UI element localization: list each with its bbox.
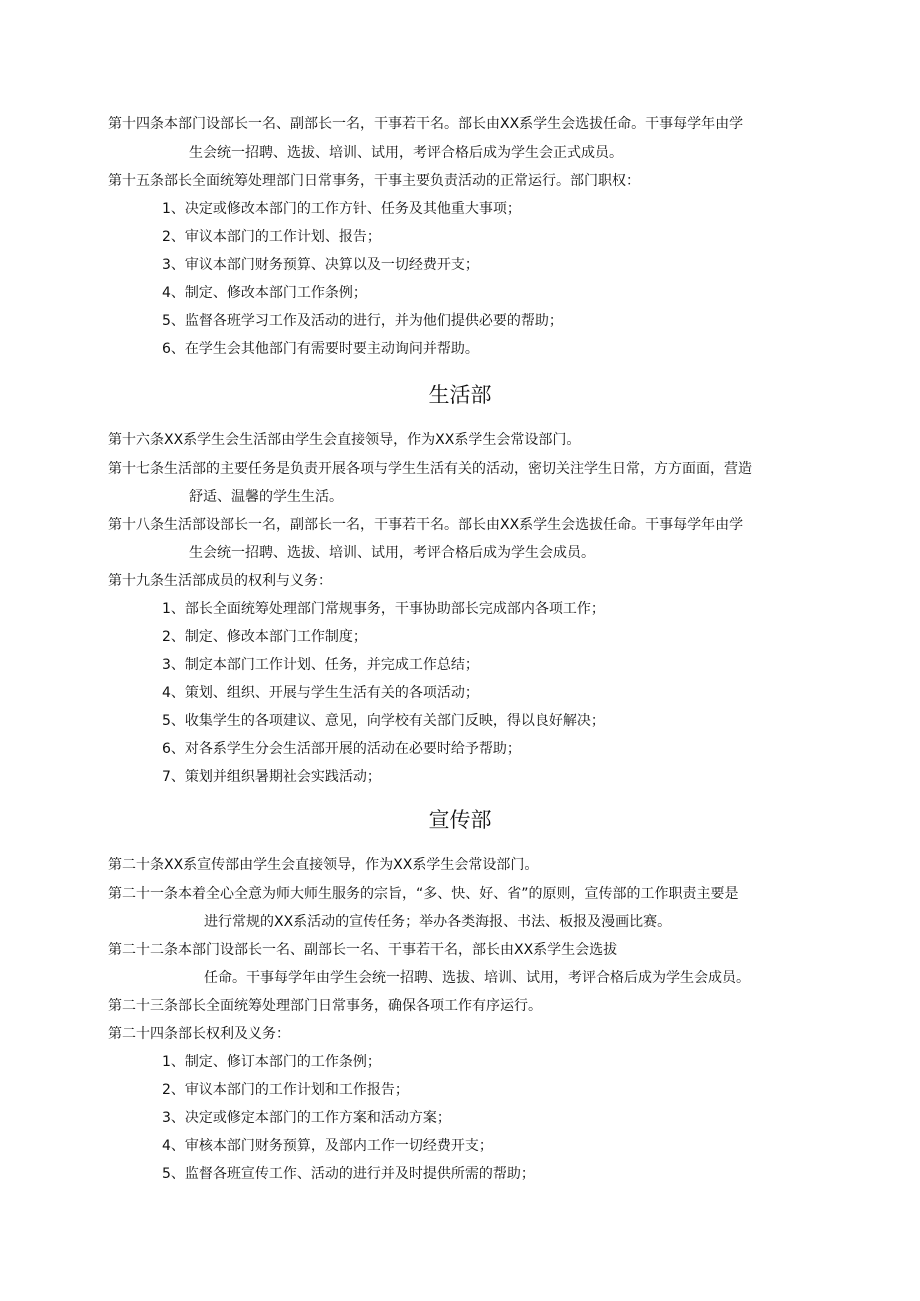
article-17-line-1: 第十七条生活部的主要任务是负责开展各项与学生生活有关的活动，密切关注学生日常，方方面面，营造 [108,461,752,477]
article-18-line-1: 第十八条生活部设部长一名，副部长一名，干事若干名。部长由XX系学生会选拔任命。干事每学年由学 [108,517,744,533]
list-item: 7、策划并组织暑期社会实践活动； [162,769,381,785]
list-item: 4、审核本部门财务预算，及部内工作一切经费开支； [162,1138,493,1154]
list-item: 4、策划、组织、开展与学生生活有关的各项活动； [162,685,479,701]
list-item: 3、制定本部门工作计划、任务，并完成工作总结； [162,657,479,673]
article-14-line-2: 生会统一招聘、选拔、培训、试用，考评合格后成为学生会正式成员。 [189,145,623,161]
list-item: 6、在学生会其他部门有需要时要主动询问并帮助。 [162,341,479,357]
list-item: 4、制定、修改本部门工作条例； [162,285,367,301]
list-item: 5、监督各班宣传工作、活动的进行并及时提供所需的帮助； [162,1166,535,1182]
article-20: 第二十条XX系宣传部由学生会直接领导，作为XX系学生会常设部门。 [108,857,539,873]
list-item: 3、决定或修定本部门的工作方案和活动方案； [162,1110,451,1126]
list-item: 3、审议本部门财务预算、决算以及一切经费开支； [162,257,479,273]
article-18-line-2: 生会统一招聘、选拔、培训、试用，考评合格后成为学生会成员。 [189,545,595,561]
section-heading-publicity: 宣传部 [428,808,492,832]
list-item: 2、审议本部门的工作计划和工作报告； [162,1082,409,1098]
list-item: 1、制定、修订本部门的工作条例； [162,1054,381,1070]
article-14-line-1: 第十四条本部门设部长一名、副部长一名，干事若干名。部长由XX系学生会选拔任命。干事每学年由学 [108,116,744,132]
article-22-line-2: 任命。干事每学年由学生会统一招聘、选拔、培训、试用，考评合格后成为学生会成员。 [204,970,750,986]
list-item: 1、部长全面统筹处理部门常规事务，干事协助部长完成部内各项工作； [162,601,605,617]
article-22-line-1: 第二十二条本部门设部长一名、副部长一名、干事若干名，部长由XX系学生会选拔 [108,942,618,958]
article-23: 第二十三条部长全面统筹处理部门日常事务，确保各项工作有序运行。 [108,998,542,1014]
list-item: 1、决定或修改本部门的工作方针、任务及其他重大事项； [162,201,521,217]
article-15: 第十五条部长全面统筹处理部门日常事务，干事主要负责活动的正常运行。部门职权： [108,173,640,189]
article-16: 第十六条XX系学生会生活部由学生会直接领导，作为XX系学生会常设部门。 [108,432,581,448]
article-19: 第十九条生活部成员的权利与义务： [108,573,332,589]
list-item: 5、收集学生的各项建议、意见，向学校有关部门反映，得以良好解决； [162,713,605,729]
list-item: 2、制定、修改本部门工作制度； [162,629,367,645]
article-17-line-2: 舒适、温馨的学生生活。 [189,489,343,505]
article-21-line-1: 第二十一条本着全心全意为师大师生服务的宗旨，“多、快、好、省”的原则，宣传部的工作职责主要是 [108,886,739,902]
article-24: 第二十四条部长权利及义务： [108,1026,290,1042]
list-item: 2、审议本部门的工作计划、报告； [162,229,381,245]
section-heading-life: 生活部 [428,383,492,407]
list-item: 5、监督各班学习工作及活动的进行，并为他们提供必要的帮助； [162,313,563,329]
list-item: 6、对各系学生分会生活部开展的活动在必要时给予帮助； [162,741,521,757]
article-21-line-2: 进行常规的XX系活动的宣传任务；举办各类海报、书法、板报及漫画比赛。 [204,914,672,930]
